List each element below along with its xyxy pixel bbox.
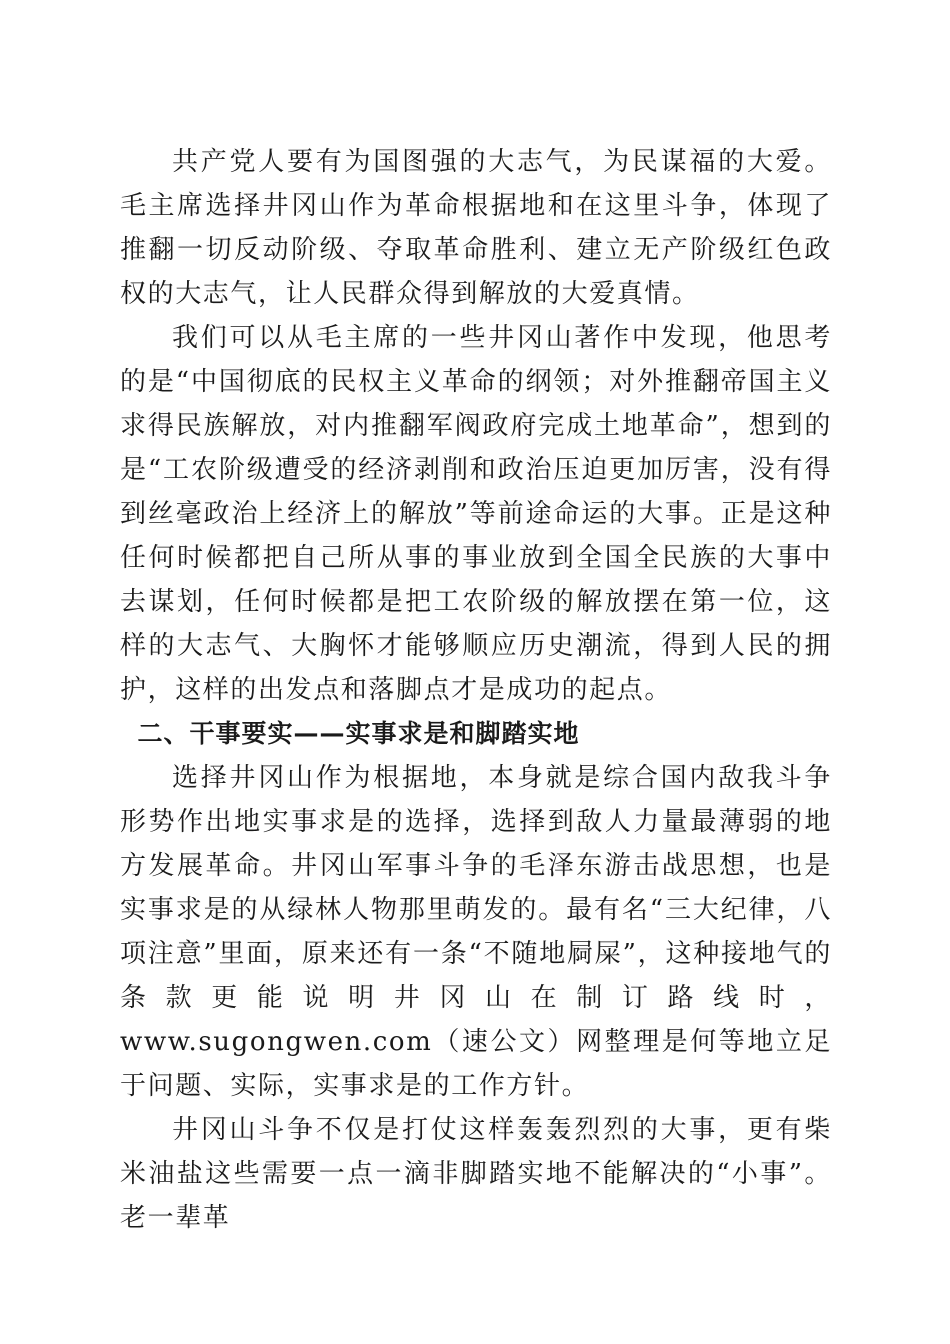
paragraph-3: 选择井冈山作为根据地，本身就是综合国内敌我斗争形势作出地实事求是的选择，选择到敌人力量最薄弱的地方发展革命。井冈山军事斗争的毛泽东游击战思想，也是实事求是的从绿林人物那里萌发的。最有名“三大纪律，八项注意”里面，原来还有一条“不随地屙屎”，这种接地气的条款更能说明井冈山在制订路线时，www.sugongwen.com（速公文）网整理是何等地立足于问题、实际，实事求是的工作方针。 bbox=[120, 763, 832, 1101]
paragraph-2: 我们可以从毛主席的一些井冈山著作中发现，他思考的是“中国彻底的民权主义革命的纲领；对外推翻帝国主义求得民族解放，对内推翻军阀政府完成土地革命”，想到的是“工农阶级遭受的经济剥削和政治压迫更加厉害，没有得到丝毫政治上经济上的解放”等前途命运的大事。正是这种任何时候都把自己所从事的事业放到全国全民族的大事中去谋划，任何时候都是把工农阶级的解放摆在第一位，这样的大志气、大胸怀才能够顺应历史潮流，得到人民的拥护，这样的出发点和落脚点才是成功的起点。 bbox=[120, 323, 832, 705]
document-page bbox=[120, 140, 832, 1240]
paragraph-4: 井冈山斗争不仅是打仗这样轰轰烈烈的大事，更有柴米油盐这些需要一点一滴非脚踏实地不能解决的“小事”。老一辈革 bbox=[120, 1115, 832, 1233]
paragraph-1: 共产党人要有为国图强的大志气，为民谋福的大爱。毛主席选择井冈山作为革命根据地和在这里斗争，体现了推翻一切反动阶级、夺取革命胜利、建立无产阶级红色政权的大志气，让人民群众得到解放的大爱真情。 bbox=[120, 147, 832, 309]
section-heading: 二、干事要实——实事求是和脚踏实地 bbox=[137, 719, 580, 748]
